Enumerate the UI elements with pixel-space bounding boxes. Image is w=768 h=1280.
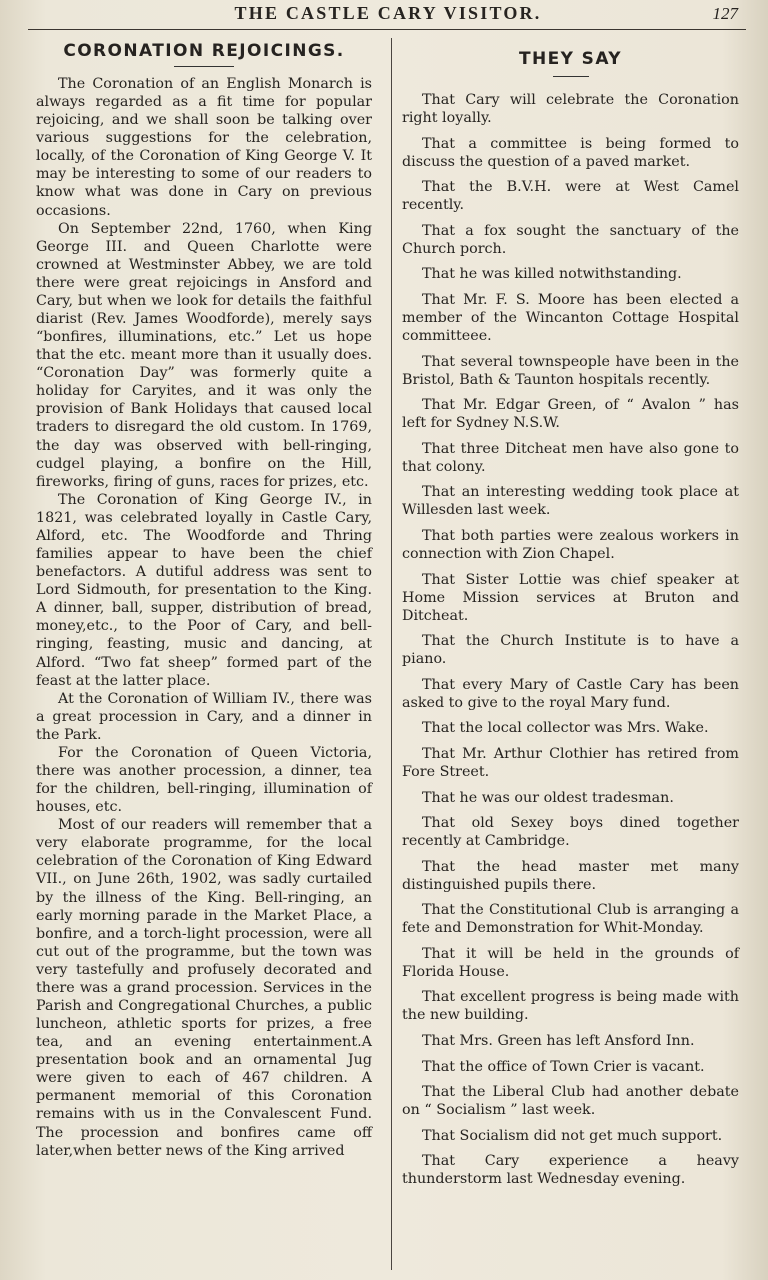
they-say-item: That several townspeople have been in the Bristol, Bath & Taunton hospitals recently.: [402, 353, 739, 388]
title-dash: [553, 76, 589, 77]
running-head: [30, 2, 746, 28]
article-paragraph: At the Coronation of William IV., there was a great procession in Cary, and a dinner in the Park.: [36, 690, 372, 743]
they-say-item: That Cary will celebrate the Coronation right loyally.: [402, 92, 739, 126]
they-say-item: That the B.V.H. were at West Camel recently.: [402, 179, 739, 214]
article-paragraph: On September 22nd, 1760, when King George III. and Queen Charlotte were crowned at Westminster Abbey, we are told there were great rejoicings in Ansford and Cary, but when we look for details the faithful diarist (Rev. James Woodforde), merely says “bonfires, illuminations, etc.” Let us hope that the etc. meant more than it usually does. “Coronation Day” was formerly quite a holiday for Caryites, and it was only the provision of Bank Holidays that caused local traders to disregard the old custom. In 1769, the day was observed with bell-ringing, cudgel playing, a bonfire on the Hill, fireworks, firing of guns, races for prizes, etc.: [36, 220, 372, 490]
they-say-item: That the head master met many distinguished pupils there.: [402, 858, 739, 893]
they-say-item: That the Liberal Club had another debate on “ Socialism ” last week.: [402, 1084, 739, 1119]
they-say-item: That an interesting wedding took place at Willesden last week.: [402, 484, 739, 519]
article-paragraph: The Coronation of an English Monarch is always regarded as a fit time for popular rejoicing, and we shall soon be talking over various suggestions for the celebration, locally, of the Coronation of King George V. It may be interesting to some of our readers to know what was done in Cary on previous occasions.: [36, 76, 372, 219]
they-say-item: That Mr. Arthur Clothier has retired from Fore Street.: [402, 745, 739, 780]
they-say-item: That Sister Lottie was chief speaker at Home Mission services at Bruton and Ditcheat.: [402, 571, 739, 624]
they-say-item: That Mr. F. S. Moore has been elected a member of the Wincanton Cottage Hospital committeee.: [402, 291, 739, 344]
column-title: THEY SAY: [519, 49, 622, 69]
they-say-item: That a committee is being formed to discuss the question of a paved market.: [402, 135, 739, 170]
article-body: [36, 75, 372, 1160]
they-say-item: That three Ditcheat men have also gone to that colony.: [402, 440, 739, 475]
coronation-article: [36, 38, 372, 1160]
they-say-item: That old Sexey boys dined together recently at Cambridge.: [402, 815, 739, 850]
publication-title: THE CASTLE CARY VISITOR.: [234, 3, 542, 23]
they-say-item: That both parties were zealous workers in connection with Zion Chapel.: [402, 527, 739, 562]
they-say-item: That he was our oldest tradesman.: [422, 789, 674, 806]
they-say-item: That Mr. Edgar Green, of “ Avalon ” has left for Sydney N.S.W.: [402, 397, 739, 432]
they-say-item: That the Church Institute is to have a piano.: [402, 633, 739, 668]
article-paragraph: Most of our readers will remember that a very elaborate programme, for the local celebration of the Coronation of King Edward VII., on June 26th, 1902, was sadly curtailed by the illness of the King. Bell-ringing, an early morning parade in the Market Place, a bonfire, and a torch-light procession, were all cut out of the programme, but the town was very tastefully and profusely decorated and there was a grand procession. Services in the Parish and Congregational Churches, a public luncheon, athletic sports for prizes, a free tea, and an evening entertainment.A presentation book and an ornamental Jug were given to each of 467 children. A permanent memorial of this Coronation remains with us in the Convalescent Fund. The procession and bonfires came off later,when better news of the King arrived: [36, 817, 372, 1159]
they-say-item: That every Mary of Castle Cary has been asked to give to the royal Mary fund.: [402, 676, 739, 711]
article-title: CORONATION REJOICINGS.: [63, 41, 345, 61]
header-rule: [28, 29, 746, 30]
they-say-item: That Mrs. Green has left Ansford Inn.: [422, 1033, 695, 1050]
they-say-item: That excellent progress is being made with the new building.: [402, 989, 739, 1024]
they-say-item: That Socialism did not get much support.: [422, 1127, 723, 1144]
column-divider: [391, 38, 392, 1270]
they-say-column: [402, 38, 739, 1188]
they-say-item: That the local collector was Mrs. Wake.: [422, 720, 709, 737]
title-underline: [174, 66, 234, 67]
article-paragraph: For the Coronation of Queen Victoria, there was another procession, a dinner, tea for the children, bell-ringing, illumination of houses, etc.: [36, 744, 372, 816]
they-say-item: That Cary experience a heavy thunderstorm last Wednesday evening.: [402, 1153, 739, 1188]
they-say-item: That he was killed notwithstanding.: [422, 266, 682, 283]
they-say-item: That it will be held in the grounds of Florida House.: [402, 945, 739, 980]
they-say-list: [402, 91, 739, 1188]
article-paragraph: The Coronation of King George IV., in 1821, was celebrated loyally in Castle Cary, Alford, etc. The Woodforde and Thring families appear to have been the chief benefactors. A dutiful address was sent to Lord Sidmouth, for presentation to the King. A dinner, ball, supper, distribution of bread, money,etc., to the Poor of Cary, and bell-ringing, feasting, music and dancing, at Alford. “Two fat sheep” formed part of the feast at the latter place.: [36, 491, 372, 689]
they-say-item: That a fox sought the sanctuary of the Church porch.: [402, 222, 739, 257]
they-say-item: That the Constitutional Club is arranging a fete and Demonstration for Whit-Monday.: [402, 902, 739, 937]
page-number: 127: [712, 4, 738, 23]
they-say-item: That the office of Town Crier is vacant.: [422, 1058, 705, 1075]
